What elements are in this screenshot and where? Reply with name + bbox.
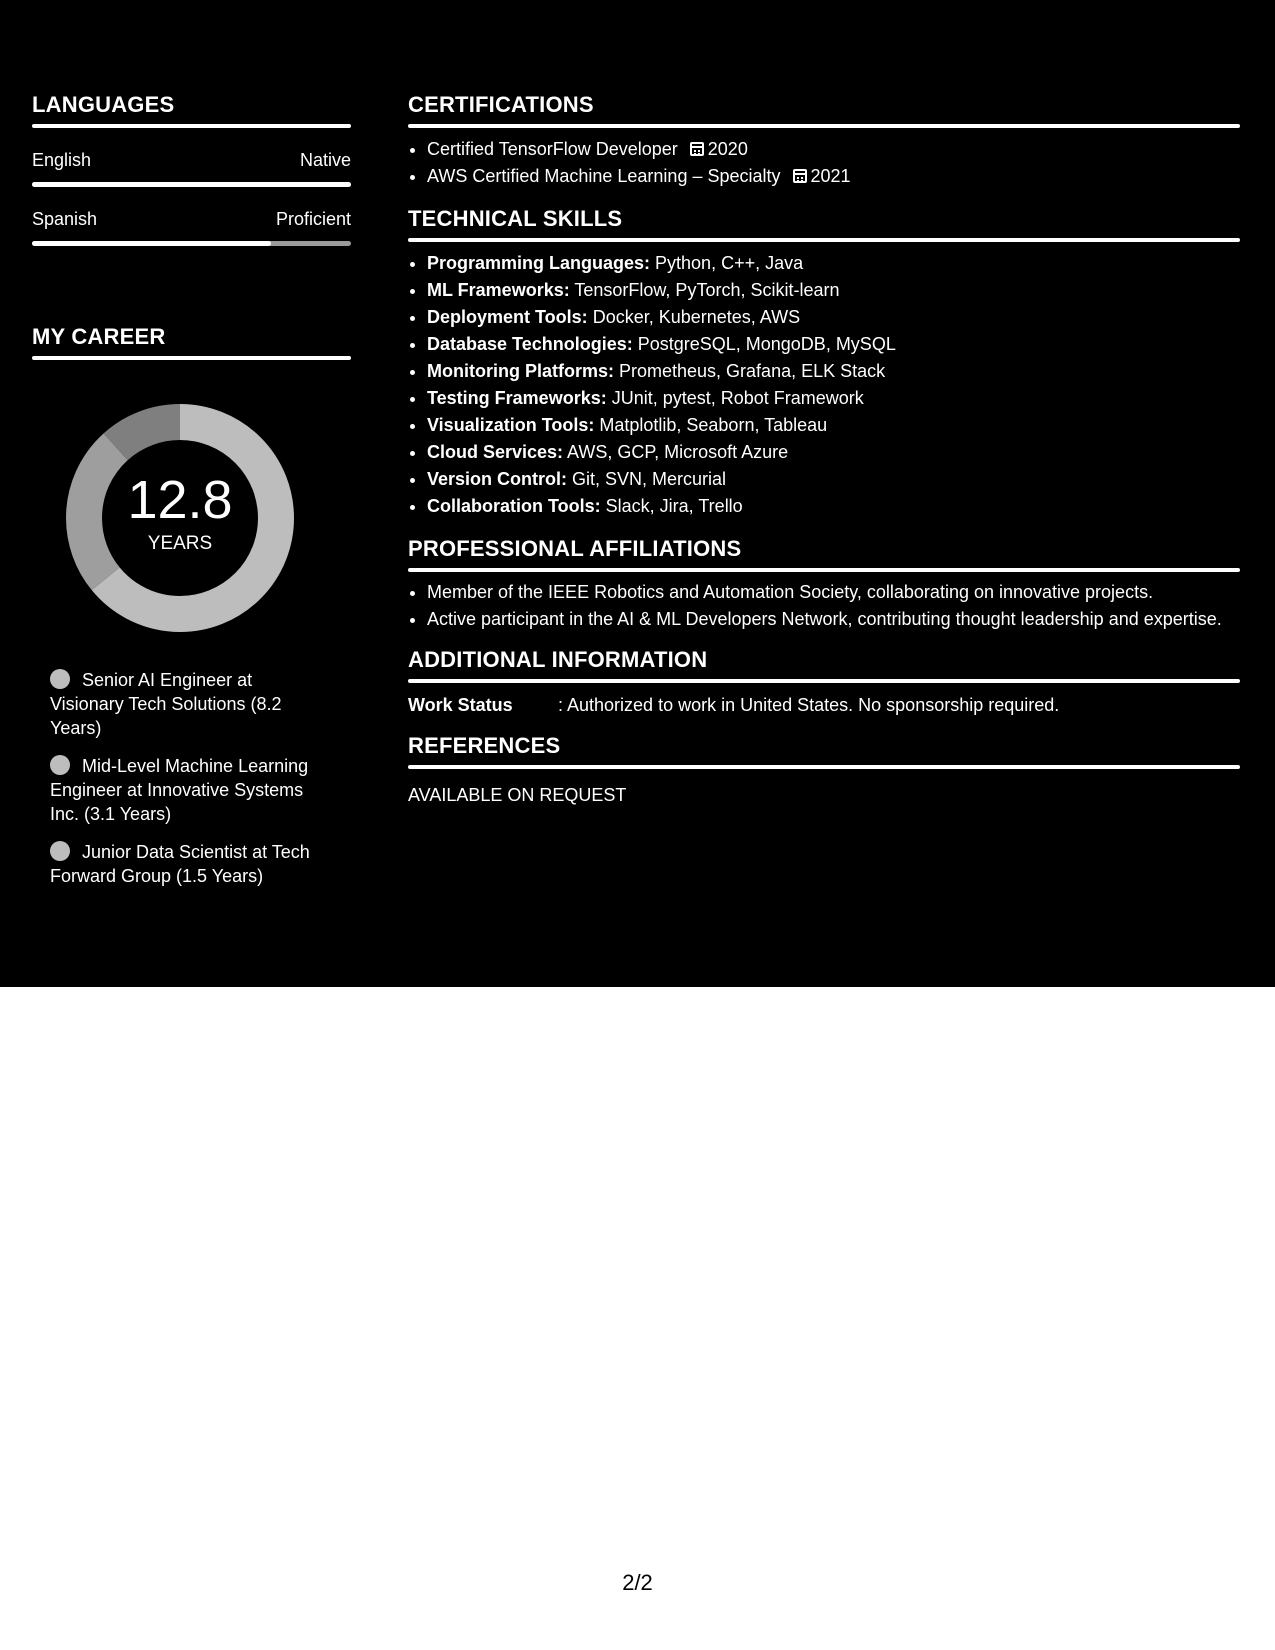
work-status-value: : Authorized to work in United States. No sponsorship required.	[558, 695, 1060, 715]
skill-value: Docker, Kubernetes, AWS	[587, 307, 801, 327]
language-name: English	[32, 150, 92, 170]
skill-value: Python, C++, Java	[650, 253, 804, 273]
languages-title: LANGUAGES	[32, 92, 175, 117]
skill-item	[427, 412, 1240, 439]
additional-info-title: ADDITIONAL INFORMATION	[408, 647, 708, 672]
certification-year: 2021	[810, 166, 851, 186]
language-proficiency-bar	[32, 241, 351, 246]
skill-value: Git, SVN, Mercurial	[567, 469, 727, 489]
career-years-unit: YEARS	[147, 533, 213, 554]
certification-item	[427, 136, 1240, 163]
skill-item	[427, 493, 1240, 520]
career-total-years: 12.8	[127, 470, 233, 530]
skill-item	[427, 304, 1240, 331]
skill-label: Testing Frameworks:	[427, 388, 607, 408]
certification-year: 2020	[707, 139, 748, 159]
skill-item	[427, 331, 1240, 358]
section-divider	[408, 124, 1240, 128]
references-text: AVAILABLE ON REQUEST	[408, 785, 627, 805]
skill-item	[427, 466, 1240, 493]
section-divider	[32, 124, 351, 128]
work-status-label: Work Status	[408, 695, 513, 715]
language-proficiency-fill	[32, 182, 351, 187]
skill-value: Slack, Jira, Trello	[600, 496, 743, 516]
affiliations-title: PROFESSIONAL AFFILIATIONS	[408, 536, 742, 561]
skill-value: Matplotlib, Seaborn, Tableau	[594, 415, 828, 435]
career-list	[50, 668, 330, 888]
main-content	[408, 90, 1240, 821]
bullet-dot-icon	[50, 669, 70, 689]
skill-value: JUnit, pytest, Robot Framework	[606, 388, 864, 408]
language-item-spanish	[32, 207, 351, 246]
certification-item	[427, 163, 1240, 190]
section-divider	[408, 568, 1240, 572]
skill-value: AWS, GCP, Microsoft Azure	[563, 442, 789, 462]
skill-item	[427, 439, 1240, 466]
bullet-dot-icon	[50, 841, 70, 861]
page-number: 2/2	[622, 1570, 653, 1595]
skills-list	[408, 250, 1240, 520]
bullet-dot-icon	[50, 755, 70, 775]
certifications-title: CERTIFICATIONS	[408, 92, 594, 117]
skill-item	[427, 358, 1240, 385]
work-status-row	[408, 693, 1240, 717]
calendar-icon	[793, 169, 807, 183]
language-proficiency-fill	[32, 241, 271, 246]
skill-label: Database Technologies:	[427, 334, 633, 354]
skill-item	[427, 250, 1240, 277]
career-item	[50, 754, 330, 826]
skill-label: Monitoring Platforms:	[427, 361, 614, 381]
career-donut-chart	[66, 404, 294, 632]
calendar-icon	[690, 142, 704, 156]
technical-skills-title: TECHNICAL SKILLS	[408, 206, 623, 231]
certifications-list	[408, 136, 1240, 190]
career-title: MY CAREER	[32, 324, 166, 349]
affiliations-section	[408, 534, 1240, 631]
certification-name: Certified TensorFlow Developer	[427, 139, 678, 159]
career-item-text: Junior Data Scientist at Tech Forward Group (1.5 Years)	[50, 842, 310, 886]
skill-label: Collaboration Tools:	[427, 496, 601, 516]
sidebar	[32, 90, 351, 902]
career-item	[50, 840, 330, 888]
section-divider	[408, 679, 1240, 683]
career-item-text: Mid-Level Machine Learning Engineer at Innovative Systems Inc. (3.1 Years)	[50, 756, 309, 824]
language-proficiency-bar	[32, 182, 351, 187]
skill-label: ML Frameworks:	[427, 280, 570, 300]
language-item-english	[32, 148, 351, 187]
references-title: REFERENCES	[408, 733, 561, 758]
section-divider	[408, 765, 1240, 769]
skill-value: Prometheus, Grafana, ELK Stack	[614, 361, 886, 381]
section-divider	[32, 356, 351, 360]
technical-skills-section	[408, 204, 1240, 520]
references-section	[408, 731, 1240, 807]
section-divider	[408, 238, 1240, 242]
skill-value: PostgreSQL, MongoDB, MySQL	[632, 334, 896, 354]
career-item-text: Senior AI Engineer at Visionary Tech Solutions (8.2 Years)	[50, 670, 282, 738]
skill-label: Cloud Services:	[427, 442, 564, 462]
affiliation-item: • Active participant in the AI & ML Developers Network, contributing thought leadership and expertise.	[427, 607, 1240, 631]
skill-item	[427, 385, 1240, 412]
affiliation-item: • Member of the IEEE Robotics and Automation Society, collaborating on innovative projects.	[427, 580, 1240, 604]
skill-value: TensorFlow, PyTorch, Scikit-learn	[569, 280, 840, 300]
skill-item	[427, 277, 1240, 304]
career-item	[50, 668, 330, 740]
skill-label: Visualization Tools:	[427, 415, 595, 435]
language-name: Spanish	[32, 209, 98, 229]
skill-label: Version Control:	[427, 469, 568, 489]
additional-info-section	[408, 645, 1240, 717]
certifications-section	[408, 90, 1240, 190]
skill-label: Deployment Tools:	[427, 307, 588, 327]
language-level: Proficient	[275, 209, 351, 229]
skill-label: Programming Languages:	[427, 253, 651, 273]
affiliations-list	[408, 580, 1240, 631]
language-level: Native	[299, 150, 351, 170]
certification-name: AWS Certified Machine Learning – Specialty	[427, 166, 781, 186]
